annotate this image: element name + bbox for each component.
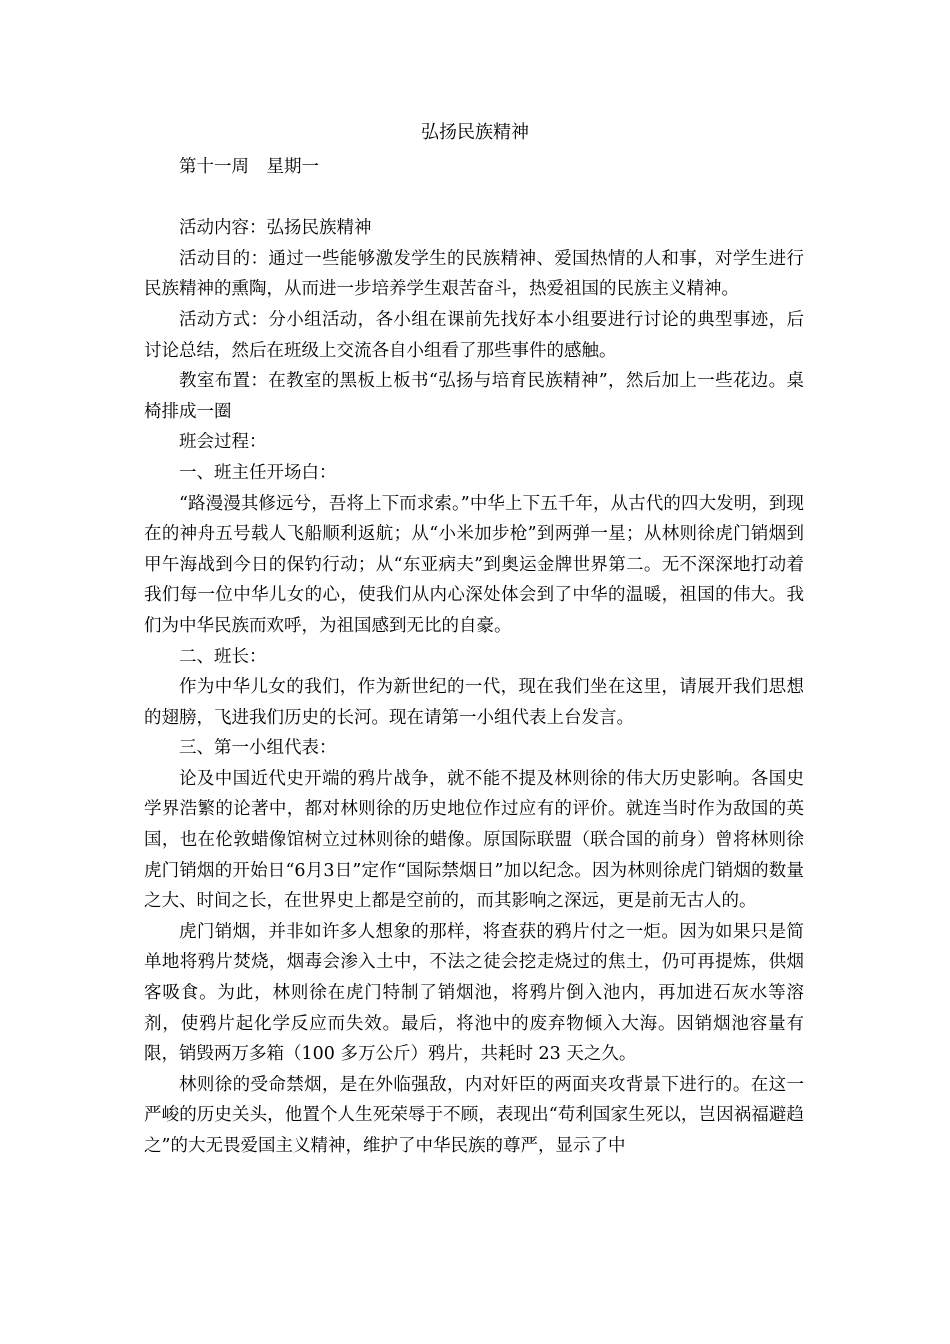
paragraph-classroom-layout: 教室布置：在教室的黑板上板书“弘扬与培育民族精神”，然后加上一些花边。桌椅排成一圈 <box>144 371 804 422</box>
paragraph-humen-destruction: 虎门销烟，并非如许多人想象的那样，将查获的鸦片付之一炬。因为如果只是简单地将鸦片焚烧，烟毒会渗入土中，不法之徒会挖走烧过的焦土，仍可再提炼，供烟客吸食。为此，林则徐在虎门特制了销烟池，将鸦片倒入池内，再加进石灰水等溶剂，使鸦片起化学反应而失效。最后，将池中的废弃物倾入大海。因销烟池容量有限，销毁两万多箱（100 多万公斤）鸦片，共耗时 23 天之久。 <box>144 921 804 1065</box>
paragraph-lin-zexu-spirit: 林则徐的受命禁烟，是在外临强敌，内对奸臣的两面夹攻背景下进行的。在这一严峻的历史关头，他置个人生死荣辱于不顾，表现出“苟利国家生死以，岂因祸福避趋之”的大无畏爱国主义精神，维护了中华民族的尊严，显示了中 <box>144 1074 804 1156</box>
heading-monitor: 二、班长： <box>179 646 267 667</box>
paragraph-activity-purpose: 活动目的：通过一些能够激发学生的民族精神、爱国热情的人和事，对学生进行民族精神的熏陶，从而进一步培养学生艰苦奋斗，热爱祖国的民族主义精神。 <box>144 248 804 300</box>
heading-group-one: 三、第一小组代表： <box>179 738 337 759</box>
paragraph-opium-war: 论及中国近代史开端的鸦片战争，就不能不提及林则徐的伟大历史影响。各国史学界浩繁的论著中，都对林则徐的历史地位作过应有的评价。就连当时作为敌国的英国，也在伦敦蜡像馆树立过林则徐的蜡像。原国际联盟（联合国的前身）曾将林则徐虎门销烟的开始日“6月3日”定作“国际禁烟日”加以纪念。因为林则徐虎门销烟的数量之大、时间之长，在世界史上都是空前的，而其影响之深远，更是前无古人的。 <box>144 768 804 912</box>
document-body <box>144 152 804 1162</box>
document-title: 弘扬民族精神 <box>421 122 529 143</box>
heading-teacher-opening: 一、班主任开场白： <box>179 462 337 483</box>
paragraph-activity-content: 活动内容：弘扬民族精神 <box>179 218 372 239</box>
paragraph-meeting-process: 班会过程： <box>179 432 267 453</box>
blank-line <box>144 183 804 214</box>
paragraph-teacher-speech: “路漫漫其修远兮，吾将上下而求索。”中华上下五千年，从古代的四大发明，到现在的神舟五号载人飞船顺利返航；从“小米加步枪”到两弹一星；从林则徐虎门销烟到甲午海战到今日的保钓行动；从“东亚病夫”到奥运金牌世界第二。无不深深地打动着我们每一位中华儿女的心，使我们从内心深处体会到了中华的温暖，祖国的伟大。我们为中华民族而欢呼，为祖国感到无比的自豪。 <box>144 493 804 636</box>
paragraph-activity-method: 活动方式：分小组活动，各小组在课前先找好本小组要进行讨论的典型事迹，后讨论总结，然后在班级上交流各自小组看了那些事件的感触。 <box>144 309 804 361</box>
paragraph-monitor-speech: 作为中华儿女的我们，作为新世纪的一代，现在我们坐在这里，请展开我们思想的翅膀，飞进我们历史的长河。现在请第一小组代表上台发言。 <box>144 677 804 728</box>
paragraph-week: 第十一周 星期一 <box>179 157 319 177</box>
